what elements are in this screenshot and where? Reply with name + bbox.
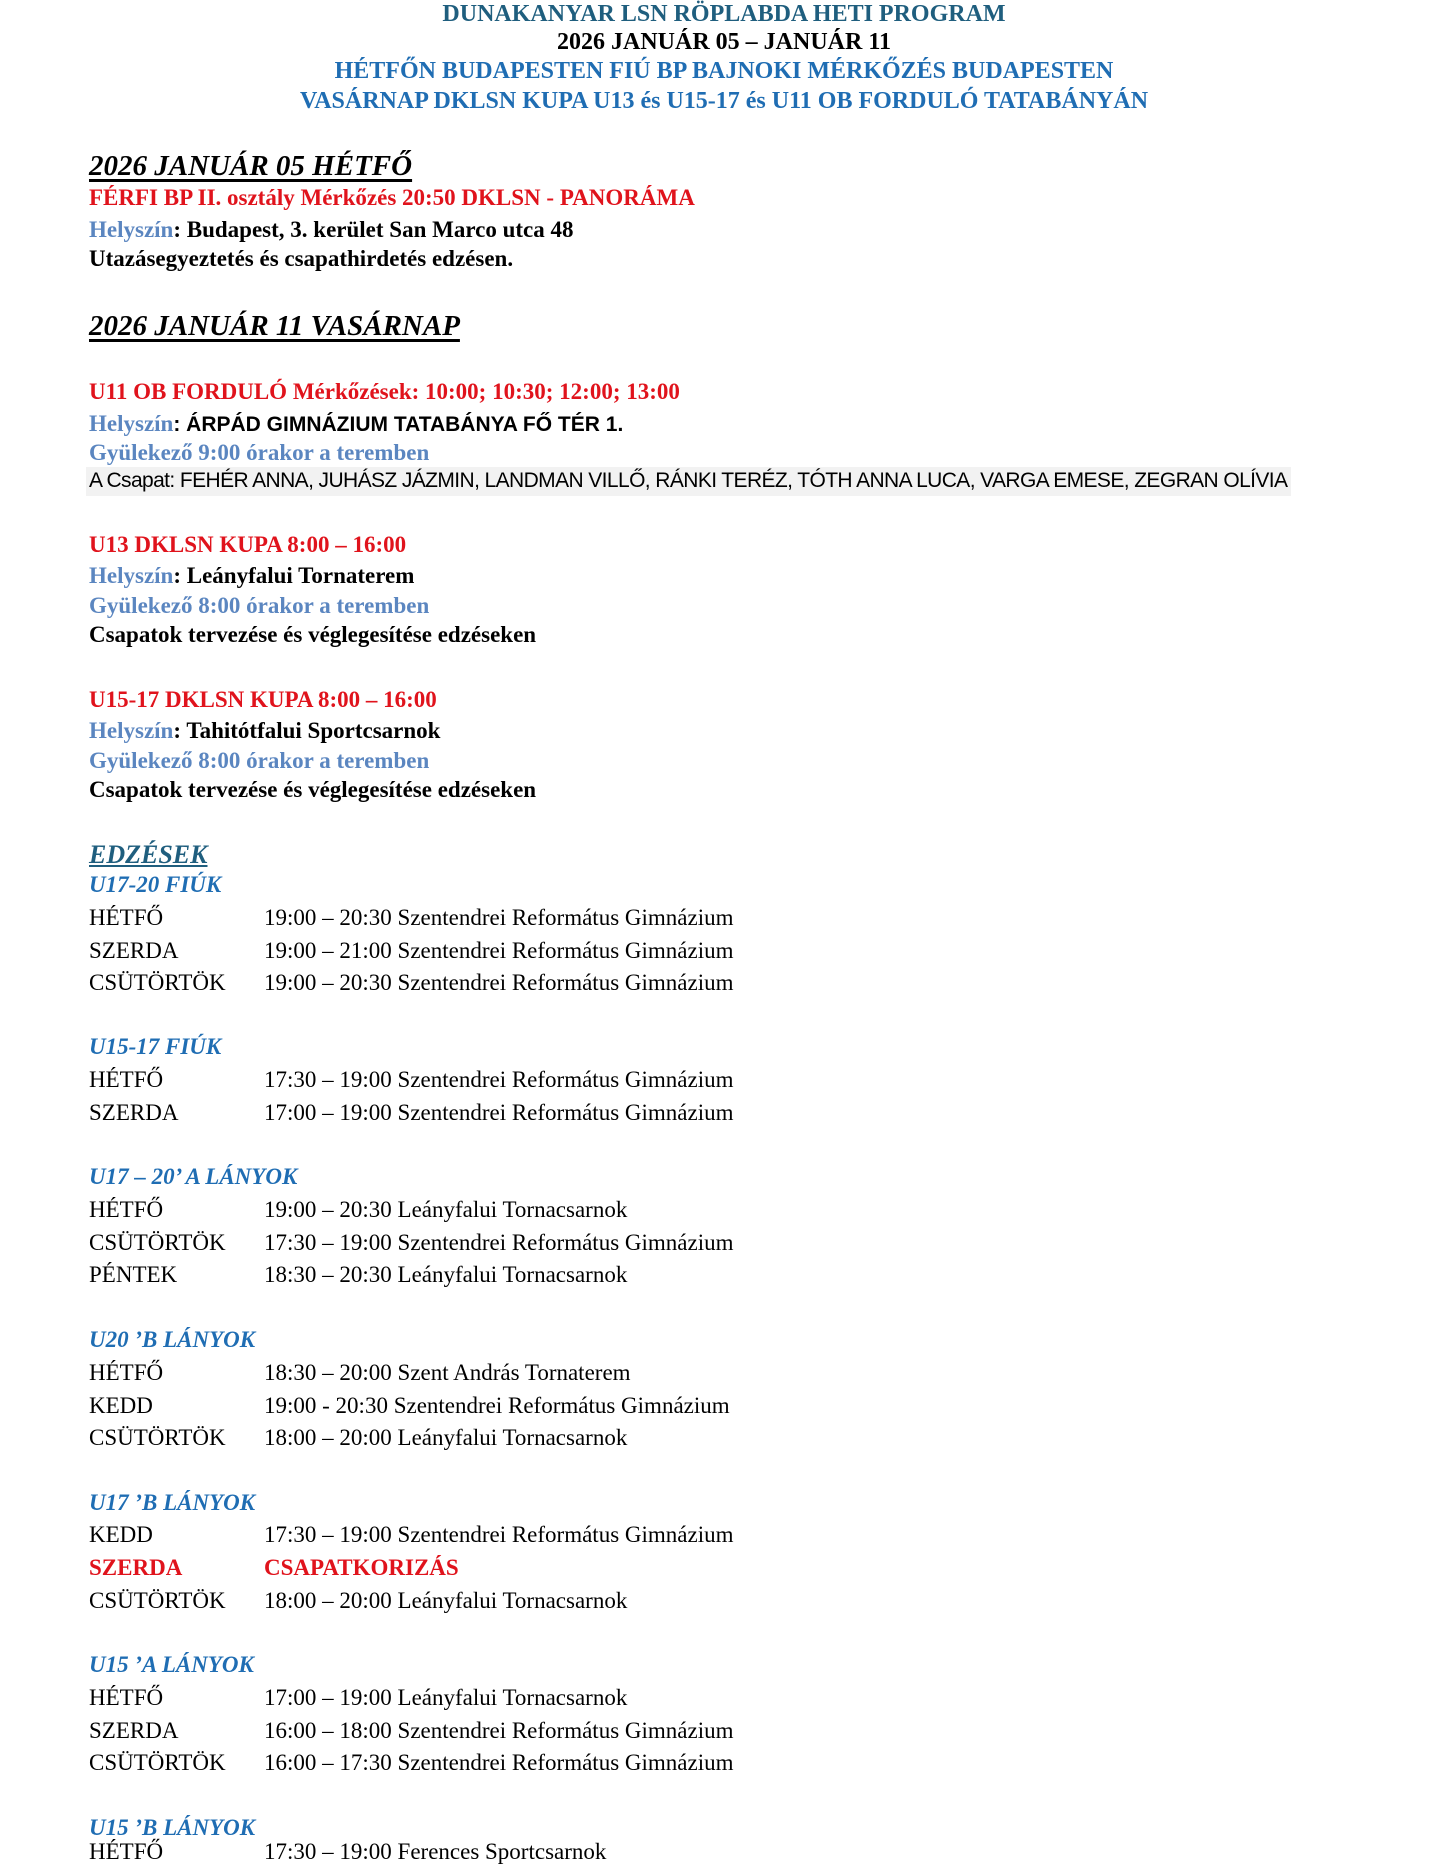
schedule-day: PÉNTEK <box>89 1262 178 1287</box>
schedule-day: SZERDA <box>89 938 179 963</box>
page-title: DUNAKANYAR LSN RÖPLABDA HETI PROGRAM <box>442 1 1006 27</box>
schedule-info: 17:30 – 19:00 Szentendrei Református Gimnázium <box>264 1067 734 1092</box>
day-heading-monday: 2026 JANUÁR 05 HÉTFŐ <box>89 150 413 182</box>
header-line-sunday: VASÁRNAP DKLSN KUPA U13 és U15-17 és U11 OB FORDULÓ TATABÁNYÁN <box>299 88 1149 114</box>
location-label: Helyszín <box>89 411 174 436</box>
schedule-info: 17:30 – 19:00 Szentendrei Református Gimnázium <box>264 1230 734 1255</box>
day-heading-sunday: 2026 JANUÁR 11 VASÁRNAP <box>89 310 460 342</box>
schedule-info: 19:00 – 21:00 Szentendrei Református Gimnázium <box>264 938 734 963</box>
schedule-info: 16:00 – 17:30 Szentendrei Református Gimnázium <box>264 1750 734 1775</box>
trainings-heading: EDZÉSEK <box>89 840 208 869</box>
u11-title: U11 OB FORDULÓ <box>89 379 293 404</box>
schedule-info: 18:30 – 20:00 Szent András Tornaterem <box>264 1360 631 1385</box>
schedule-day: HÉTFŐ <box>89 1685 164 1710</box>
u13-event-title: U13 DKLSN KUPA 8:00 – 16:00 <box>89 532 407 557</box>
schedule-info: 19:00 – 20:30 Szentendrei Református Gimnázium <box>264 970 734 995</box>
group-heading: U15-17 FIÚK <box>89 1034 222 1059</box>
schedule-day: CSÜTÖRTÖK <box>89 970 226 995</box>
u11-event-title <box>89 378 680 406</box>
u13-location-line <box>89 562 414 590</box>
schedule-info: 17:00 – 19:00 Leányfalui Tornacsarnok <box>264 1685 628 1710</box>
location-value: : Tahitótfalui Sportcsarnok <box>173 718 441 743</box>
schedule-day: CSÜTÖRTÖK <box>89 1588 226 1613</box>
schedule-day: SZERDA <box>89 1555 183 1580</box>
schedule-info: 18:30 – 20:30 Leányfalui Tornacsarnok <box>264 1262 628 1287</box>
u11-team-list: A Csapat: FEHÉR ANNA, JUHÁSZ JÁZMIN, LANDMAN VILLŐ, RÁNKI TERÉZ, TÓTH ANNA LUCA, VARGA EMESE, ZEGRAN OLÍVIA <box>86 467 1291 496</box>
group-heading: U17 – 20’ A LÁNYOK <box>89 1164 298 1189</box>
location-value: : ÁRPÁD GIMNÁZIUM TATABÁNYA FŐ TÉR 1. <box>173 413 624 436</box>
schedule-info: 18:00 – 20:00 Leányfalui Tornacsarnok <box>264 1425 628 1450</box>
u11-matches: Mérkőzések: 10:00; 10:30; 12:00; 13:00 <box>292 379 680 404</box>
schedule-day: KEDD <box>89 1522 153 1547</box>
travel-note: Utazásegyeztetés és csapathirdetés edzésen. <box>89 246 514 271</box>
schedule-info: 16:00 – 18:00 Szentendrei Református Gimnázium <box>264 1718 734 1743</box>
schedule-day: KEDD <box>89 1393 153 1418</box>
schedule-info: 17:30 – 19:00 Szentendrei Református Gimnázium <box>264 1522 734 1547</box>
location-label: Helyszín <box>89 718 174 743</box>
group-heading: U20 ’B LÁNYOK <box>89 1327 256 1352</box>
schedule-day: HÉTFŐ <box>89 1197 164 1222</box>
schedule-info: CSAPATKORIZÁS <box>264 1555 459 1580</box>
u13-note: Csapatok tervezése és véglegesítése edzéseken <box>89 622 537 647</box>
date-range: 2026 JANUÁR 05 – JANUÁR 11 <box>557 29 891 55</box>
u1517-meet-time: Gyülekező 8:00 órakor a teremben <box>89 748 430 773</box>
schedule-day: HÉTFŐ <box>89 905 164 930</box>
schedule-day: HÉTFŐ <box>89 1360 164 1385</box>
schedule-info: 19:00 - 20:30 Szentendrei Református Gimnázium <box>264 1393 730 1418</box>
schedule-info: 17:30 – 19:00 Ferences Sportcsarnok <box>264 1839 607 1864</box>
schedule-day: CSÜTÖRTÖK <box>89 1425 226 1450</box>
schedule-day: CSÜTÖRTÖK <box>89 1750 226 1775</box>
header-line-monday: HÉTFŐN BUDAPESTEN FIÚ BP BAJNOKI MÉRKŐZÉS BUDAPESTEN <box>334 58 1114 84</box>
schedule-info: 17:00 – 19:00 Szentendrei Református Gimnázium <box>264 1100 734 1125</box>
u13-meet-time: Gyülekező 8:00 órakor a teremben <box>89 593 430 618</box>
schedule-day: SZERDA <box>89 1718 179 1743</box>
schedule-day: SZERDA <box>89 1100 179 1125</box>
u11-location-line <box>89 410 623 439</box>
group-heading: U15 ’B LÁNYOK <box>89 1815 256 1840</box>
schedule-day: HÉTFŐ <box>89 1067 164 1092</box>
schedule-day: CSÜTÖRTÖK <box>89 1230 226 1255</box>
group-heading: U17-20 FIÚK <box>89 872 222 897</box>
location-label: Helyszín <box>89 563 174 588</box>
schedule-info: 19:00 – 20:30 Szentendrei Református Gimnázium <box>264 905 734 930</box>
u1517-event-title: U15-17 DKLSN KUPA 8:00 – 16:00 <box>89 687 437 712</box>
u11-meet-time: Gyülekező 9:00 órakor a teremben <box>89 440 430 465</box>
location-line <box>89 216 574 244</box>
location-label: Helyszín <box>89 217 174 242</box>
group-heading: U15 ’A LÁNYOK <box>89 1652 254 1677</box>
schedule-day: HÉTFŐ <box>89 1839 164 1864</box>
schedule-info: 19:00 – 20:30 Leányfalui Tornacsarnok <box>264 1197 628 1222</box>
u1517-note: Csapatok tervezése és véglegesítése edzéseken <box>89 777 537 802</box>
group-heading: U17 ’B LÁNYOK <box>89 1490 256 1515</box>
schedule-info: 18:00 – 20:00 Leányfalui Tornacsarnok <box>264 1588 628 1613</box>
event-title-men: FÉRFI BP II. osztály Mérkőzés 20:50 DKLSN - PANORÁMA <box>89 185 695 210</box>
location-value: : Budapest, 3. kerület San Marco utca 48 <box>173 217 574 242</box>
location-value: : Leányfalui Tornaterem <box>173 563 415 588</box>
u1517-location-line <box>89 717 440 745</box>
